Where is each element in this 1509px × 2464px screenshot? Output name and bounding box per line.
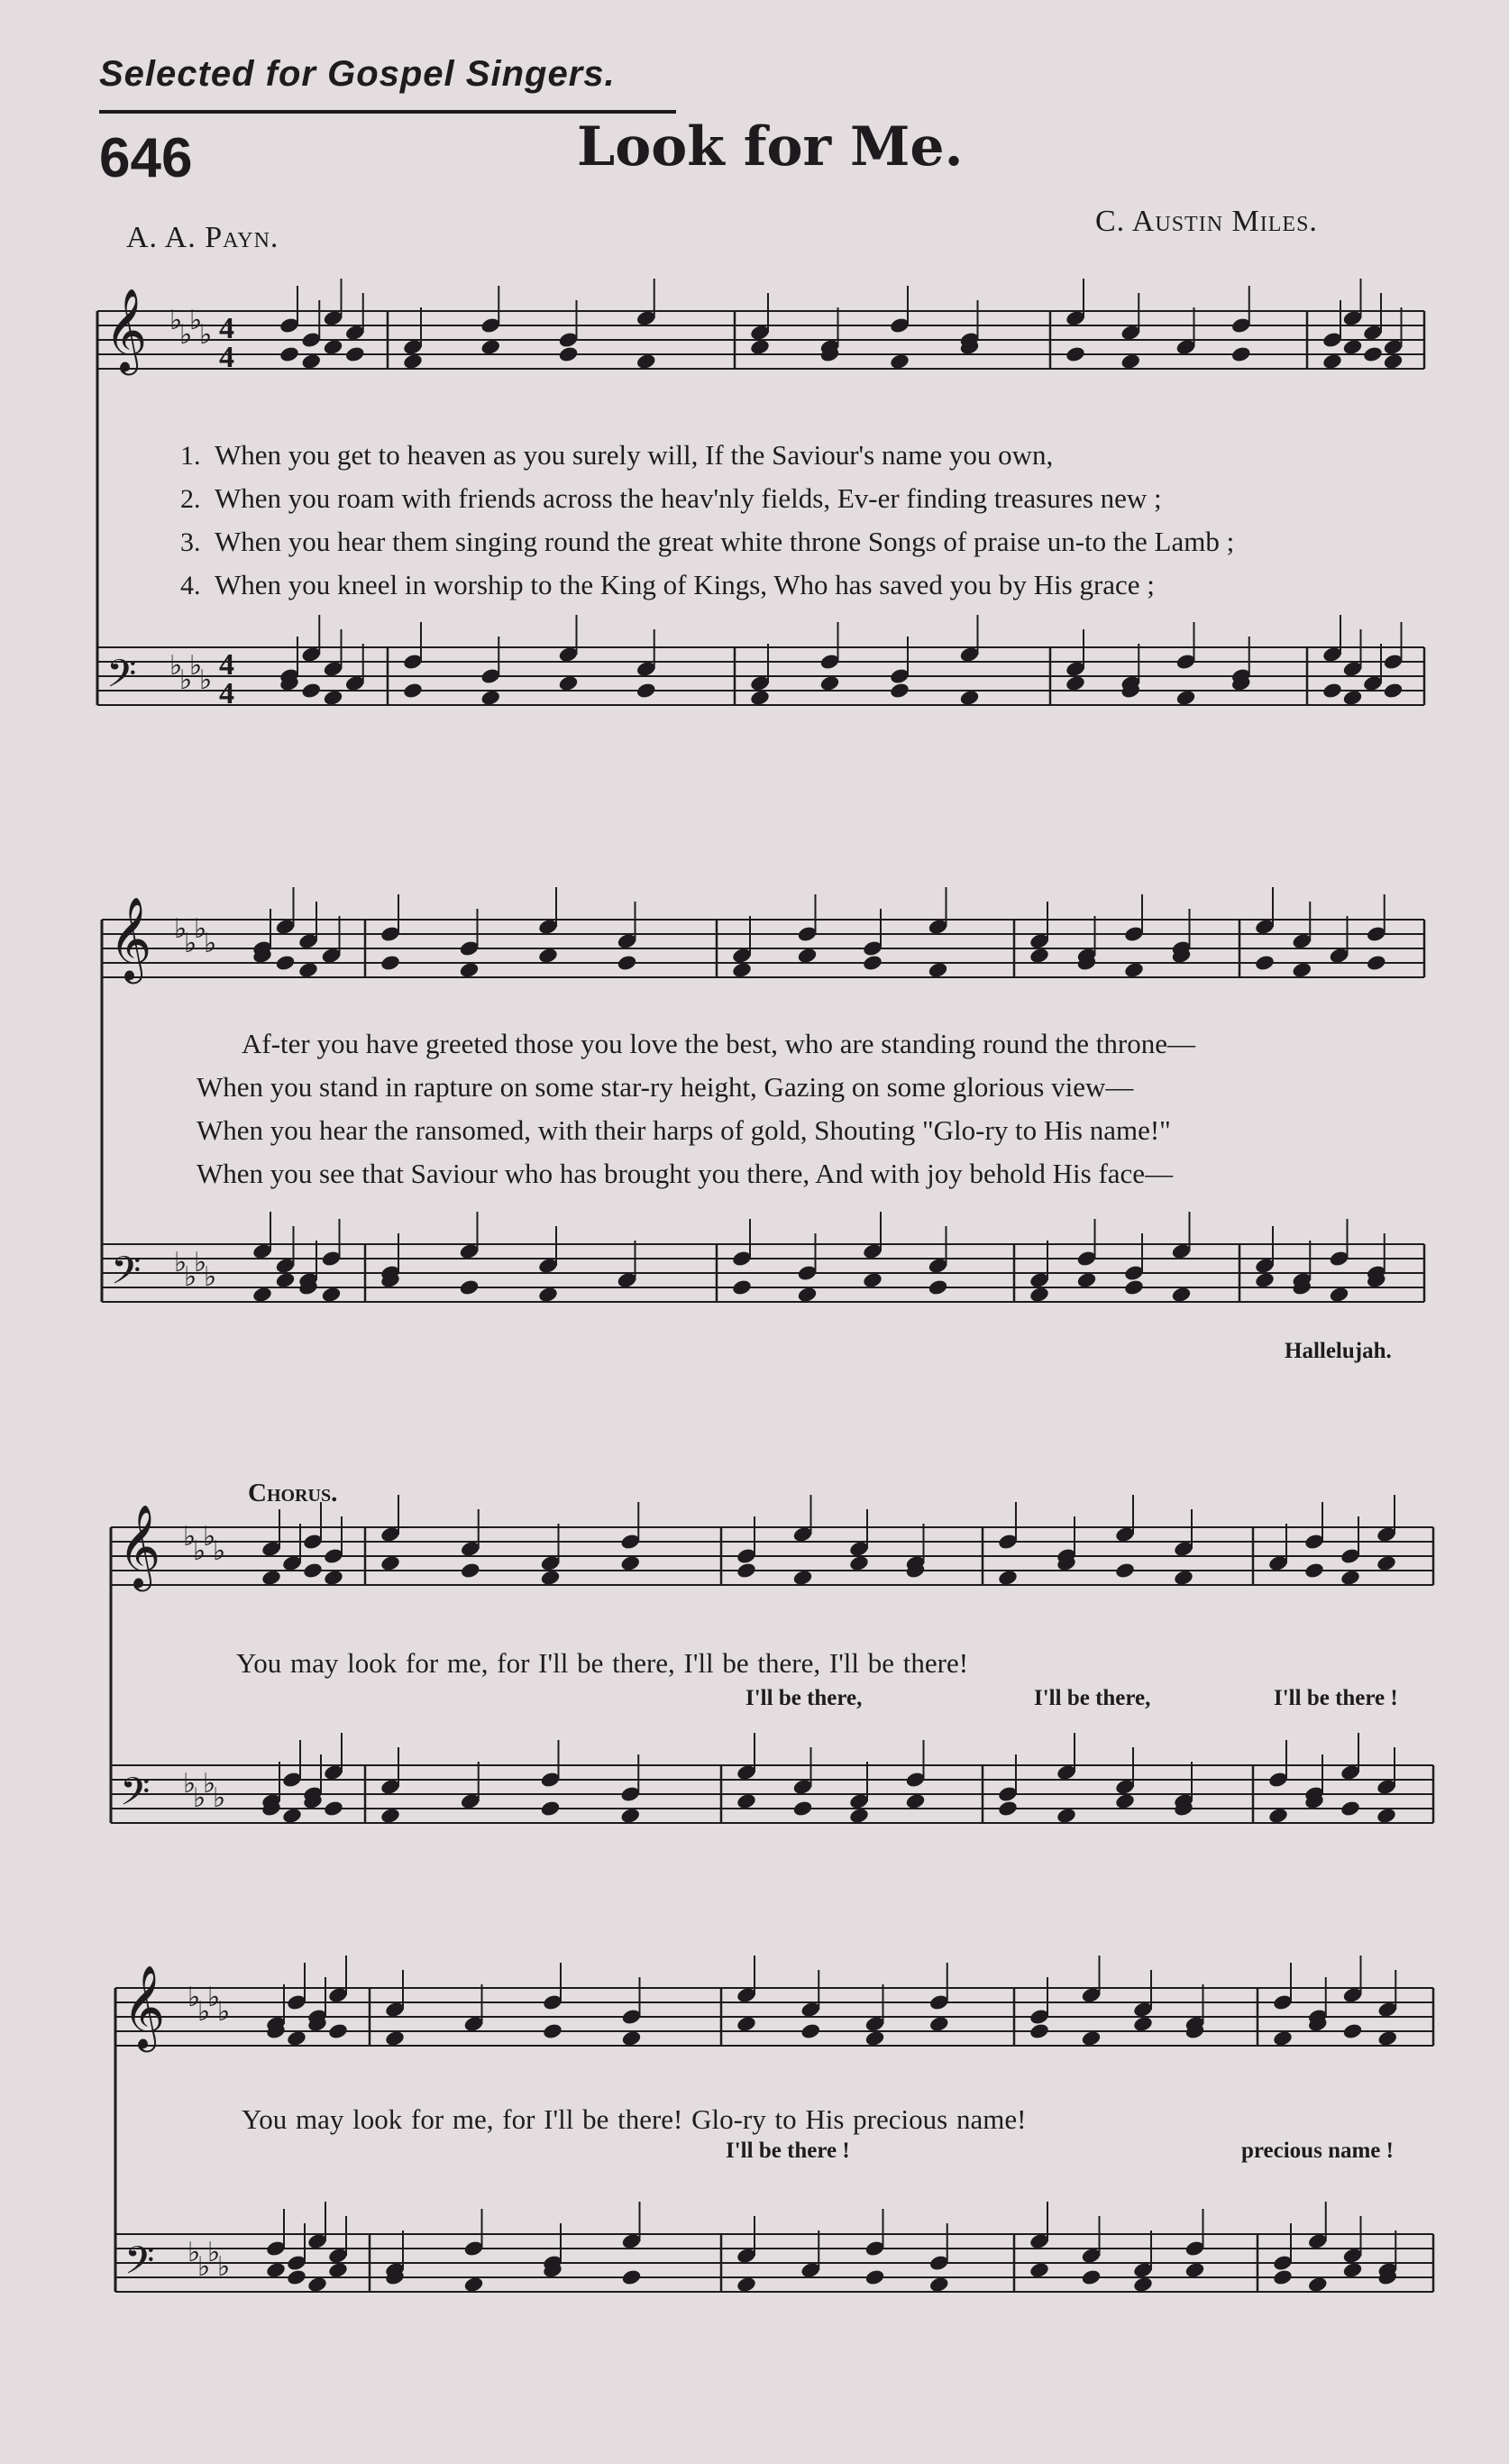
system-1-key-signature: ♭: [199, 319, 213, 351]
system-4-bass-notehead: [621, 2268, 643, 2286]
system-3-treble-notehead: [323, 1569, 344, 1587]
system-4-key-signature: ♭: [207, 2237, 221, 2268]
system-2-key-signature: ♭: [194, 913, 207, 945]
system-3-treble-notehead: [848, 1554, 870, 1572]
system-2-treble-notehead: [1029, 947, 1050, 965]
system-4-key-signature: ♭: [197, 2251, 211, 2283]
system-1-bass-notehead: [558, 674, 580, 692]
system-2-treble-notehead: [928, 961, 949, 979]
system-3-treble-notehead: [619, 1554, 641, 1572]
system-3-bass-notehead: [997, 1800, 1019, 1818]
system-4-treble-notehead: [864, 2029, 886, 2047]
system-4-key-signature: ♭: [217, 2251, 231, 2283]
system-4-bass-notehead: [306, 2276, 328, 2294]
chorus-echo-2a: I'll be there !: [726, 2139, 850, 2163]
system-2-bass-notehead: [1329, 1286, 1350, 1304]
system-2-key-signature: ♭: [184, 928, 197, 959]
system-4-bass-notehead: [1272, 2268, 1294, 2286]
system-1-key-signature: ♭: [199, 664, 213, 696]
system-1-bass-notehead: [480, 689, 501, 707]
system-1-bass-notehead: [636, 682, 657, 700]
system-4-bass-notehead: [265, 2261, 287, 2279]
system-1-time-signature: 4: [219, 312, 234, 345]
system-3-bass-notehead: [1267, 1807, 1289, 1825]
system-2-key-signature: ♭: [184, 1261, 197, 1293]
system-4-treble-notehead: [384, 2029, 406, 2047]
system-3-treble-notehead: [460, 1562, 481, 1580]
system-1-bass-notehead: [1065, 674, 1086, 692]
system-2-bass-notehead: [1254, 1271, 1276, 1289]
system-3-treble-notehead: [302, 1562, 324, 1580]
system-4-bass-notehead: [1029, 2261, 1050, 2279]
system-1-treble-notehead: [1230, 345, 1252, 363]
system-1-key-signature: ♭: [179, 664, 193, 696]
system-4-treble-notehead: [621, 2029, 643, 2047]
system-3-key-signature: ♭: [203, 1768, 216, 1800]
system-2-bass-notehead: [1123, 1278, 1145, 1296]
system-4-treble-notehead: [286, 2029, 307, 2047]
system-2-treble-notehead: [1366, 954, 1387, 972]
system-1-treble-notehead: [300, 353, 322, 371]
system-1-bass-clef: 𝄢: [106, 652, 137, 706]
verse-4-line-1: 4. When you kneel in worship to the King of Kings, Who has saved you by His grace ;: [180, 569, 1155, 600]
system-1-bass-notehead: [959, 689, 981, 707]
chorus-label: Chorus.: [248, 1479, 338, 1507]
hymn-title: Look for Me.: [577, 115, 964, 179]
system-4-treble-notehead: [1272, 2029, 1294, 2047]
system-4-bass-notehead: [928, 2276, 950, 2294]
system-3-treble-notehead: [1376, 1554, 1397, 1572]
system-3-treble-notehead: [792, 1569, 814, 1587]
system-1-bass-notehead: [1175, 689, 1197, 707]
system-1-treble-notehead: [749, 338, 771, 356]
system-3-treble-notehead: [736, 1562, 757, 1580]
chorus-line-2: You may look for me, for I'll be there! Glo-ry to His precious name!: [242, 2103, 1027, 2135]
system-3-treble-clef: 𝄞: [118, 1504, 161, 1588]
system-3-treble-notehead: [380, 1554, 401, 1572]
system-1-treble-notehead: [480, 338, 501, 356]
system-4-bass-notehead: [1307, 2276, 1329, 2294]
system-3-treble-notehead: [1340, 1569, 1361, 1587]
system-2-key-signature: ♭: [174, 913, 187, 945]
system-2-bass-notehead: [1076, 1271, 1098, 1289]
system-1-time-signature: 4: [219, 677, 234, 710]
system-3-bass-notehead: [323, 1800, 344, 1818]
system-1-bass-notehead: [749, 689, 771, 707]
system-3-key-signature: ♭: [213, 1782, 226, 1814]
verse-1-line-2: Af-ter you have greeted those you love the best, who are standing round the throne—: [242, 1028, 1195, 1059]
system-2-treble-notehead: [1291, 961, 1312, 979]
collection-title: Selected for Gospel Singers.: [99, 54, 616, 94]
system-4-treble-notehead: [1342, 2022, 1364, 2040]
system-3-bass-notehead: [1376, 1807, 1397, 1825]
system-3-bass-notehead: [1340, 1800, 1361, 1818]
system-3-bass-notehead: [792, 1800, 814, 1818]
system-1-treble-notehead: [1342, 338, 1364, 356]
system-1-time-signature: 4: [219, 648, 234, 682]
system-1-bass-notehead: [323, 689, 344, 707]
system-2-bass-notehead: [459, 1278, 480, 1296]
system-2-key-signature: ♭: [204, 1261, 217, 1293]
system-1-key-signature: ♭: [189, 305, 203, 336]
system-3-treble-notehead: [1173, 1569, 1194, 1587]
system-2-bass-notehead: [275, 1271, 297, 1289]
system-2-treble-notehead: [275, 954, 297, 972]
system-3-bass-notehead: [281, 1807, 303, 1825]
system-1-key-signature: ♭: [169, 305, 183, 336]
system-3-bass-notehead: [380, 1807, 401, 1825]
system-3-bass-notehead: [1056, 1807, 1077, 1825]
system-1-treble-notehead: [1322, 353, 1343, 371]
system-4-treble-notehead: [928, 2015, 950, 2033]
system-1-treble-notehead: [344, 345, 366, 363]
verse-3-line-2: When you hear the ransomed, with their harps of gold, Shouting "Glo-ry to His name!": [197, 1114, 1171, 1146]
system-3-bass-notehead: [848, 1807, 870, 1825]
system-2-treble-notehead: [1123, 961, 1145, 979]
system-3-treble-notehead: [1114, 1562, 1136, 1580]
chorus-echo-2b: precious name !: [1241, 2139, 1394, 2163]
system-2-treble-notehead: [862, 954, 883, 972]
system-3-treble-notehead: [997, 1569, 1019, 1587]
system-4-bass-notehead: [327, 2261, 349, 2279]
system-1-bass-notehead: [819, 674, 841, 692]
system-2-treble-notehead: [380, 954, 401, 972]
system-4-key-signature: ♭: [187, 1982, 201, 2013]
system-2-treble-notehead: [797, 947, 819, 965]
verse-2-line-1: 2. When you roam with friends across the heav'nly fields, Ev-er finding treasures new ;: [180, 482, 1162, 514]
system-1-bass-notehead: [402, 682, 424, 700]
author: A. A. Payn.: [126, 221, 279, 254]
system-3-key-signature: ♭: [183, 1521, 197, 1553]
system-3-key-signature: ♭: [183, 1768, 197, 1800]
system-1-key-signature: ♭: [179, 319, 193, 351]
system-3-bass-notehead: [736, 1792, 757, 1810]
system-3-key-signature: ♭: [193, 1535, 206, 1567]
system-4-key-signature: ♭: [197, 1996, 211, 2028]
system-2-bass-notehead: [731, 1278, 753, 1296]
hallelujah-label: Hallelujah.: [1285, 1339, 1392, 1363]
system-2-key-signature: ♭: [174, 1247, 187, 1278]
system-1-treble-clef: 𝄞: [105, 288, 148, 371]
system-4-key-signature: ♭: [207, 1982, 221, 2013]
system-4-key-signature: ♭: [187, 2237, 201, 2268]
system-2-key-signature: ♭: [194, 1247, 207, 1278]
system-4-treble-notehead: [327, 2022, 349, 2040]
system-4-bass-notehead: [1184, 2261, 1206, 2279]
system-2-bass-notehead: [862, 1271, 883, 1289]
system-2-treble-notehead: [617, 954, 638, 972]
chorus-echo-1b: I'll be there,: [1034, 1686, 1151, 1710]
system-2-bass-notehead: [537, 1286, 559, 1304]
system-4-treble-notehead: [1029, 2022, 1050, 2040]
system-4-bass-clef: 𝄢: [124, 2239, 155, 2293]
system-3-bass-notehead: [540, 1800, 562, 1818]
system-1-treble-notehead: [402, 353, 424, 371]
system-4-treble-notehead: [1081, 2029, 1102, 2047]
system-1-treble-notehead: [1383, 353, 1404, 371]
system-2-treble-notehead: [1254, 954, 1276, 972]
hymn-number: 646: [99, 127, 193, 189]
system-2-bass-clef: 𝄢: [111, 1249, 142, 1303]
system-1-bass-notehead: [1342, 689, 1364, 707]
chorus-echo-1c: I'll be there !: [1274, 1686, 1398, 1710]
system-2-bass-notehead: [1171, 1286, 1193, 1304]
verse-4-line-2: When you see that Saviour who has brought you there, And with joy behold His face—: [197, 1158, 1174, 1189]
system-1-key-signature: ♭: [169, 650, 183, 682]
system-4-bass-notehead: [463, 2276, 485, 2294]
system-1-treble-notehead: [558, 345, 580, 363]
system-3-key-signature: ♭: [203, 1521, 216, 1553]
system-1-time-signature: 4: [219, 341, 234, 374]
chorus-echo-1a: I'll be there,: [745, 1686, 863, 1710]
system-4-bass-notehead: [864, 2268, 886, 2286]
system-1-treble-notehead: [323, 338, 344, 356]
system-3-bass-notehead: [1114, 1792, 1136, 1810]
system-4-bass-notehead: [1342, 2261, 1364, 2279]
system-1-treble-notehead: [1362, 345, 1384, 363]
system-4-treble-notehead: [1132, 2015, 1154, 2033]
system-2-treble-notehead: [459, 961, 480, 979]
system-4-treble-clef: 𝄞: [123, 1965, 166, 2048]
system-4-treble-notehead: [736, 2015, 757, 2033]
system-4-bass-notehead: [286, 2268, 307, 2286]
system-2-key-signature: ♭: [204, 928, 217, 959]
system-4-bass-notehead: [1081, 2268, 1102, 2286]
system-2-treble-notehead: [297, 961, 319, 979]
system-1-key-signature: ♭: [189, 650, 203, 682]
system-3-treble-notehead: [1303, 1562, 1325, 1580]
system-2-bass-notehead: [252, 1286, 273, 1304]
system-4-treble-notehead: [1376, 2029, 1398, 2047]
verse-2-line-2: When you stand in rapture on some star-ry height, Gazing on some glorious view—: [197, 1071, 1134, 1103]
verse-1-line-1: 1. When you get to heaven as you surely will, If the Saviour's name you own,: [180, 439, 1054, 471]
system-1-bass-notehead: [1383, 682, 1404, 700]
system-2-bass-notehead: [1029, 1286, 1050, 1304]
system-3-bass-clef: 𝄢: [120, 1770, 151, 1824]
system-4-key-signature: ♭: [217, 1996, 231, 2028]
system-1-treble-notehead: [889, 353, 910, 371]
system-2-treble-notehead: [537, 947, 559, 965]
system-4-treble-notehead: [542, 2022, 563, 2040]
system-3-key-signature: ♭: [213, 1535, 226, 1567]
system-4-treble-notehead: [800, 2022, 821, 2040]
system-3-key-signature: ♭: [193, 1782, 206, 1814]
system-2-bass-notehead: [321, 1286, 343, 1304]
system-2-bass-notehead: [797, 1286, 819, 1304]
system-4-bass-notehead: [1132, 2276, 1154, 2294]
system-2-bass-notehead: [928, 1278, 949, 1296]
system-3-bass-notehead: [619, 1807, 641, 1825]
system-1-treble-notehead: [1120, 353, 1141, 371]
system-2-treble-clef: 𝄞: [109, 896, 152, 980]
system-4-bass-notehead: [736, 2276, 757, 2294]
system-1-treble-notehead: [636, 353, 657, 371]
system-1-bass-notehead: [1322, 682, 1343, 700]
verse-3-line-1: 3. When you hear them singing round the great white throne Songs of praise un-to the Lamb ;: [180, 526, 1235, 557]
system-1-bass-notehead: [889, 682, 910, 700]
system-3-bass-notehead: [905, 1792, 927, 1810]
system-1-treble-notehead: [1065, 345, 1086, 363]
composer: C. Austin Miles.: [1095, 205, 1318, 238]
system-2-treble-notehead: [731, 961, 753, 979]
system-1-treble-notehead: [279, 345, 300, 363]
system-3-treble-notehead: [261, 1569, 282, 1587]
system-3-treble-notehead: [540, 1569, 562, 1587]
system-1-bass-notehead: [300, 682, 322, 700]
chorus-line-1: You may look for me, for I'll be there, I'll be there, I'll be there!: [236, 1647, 969, 1679]
